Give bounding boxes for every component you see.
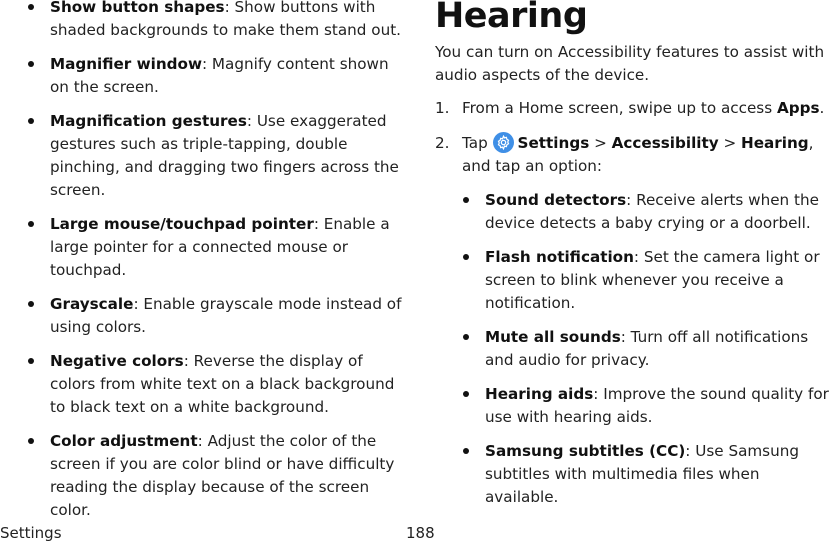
- item-desc: : Enable a large pointer for a connected mouse or touchpad.: [50, 215, 390, 279]
- settings-label: Settings: [517, 134, 590, 152]
- item-term: Large mouse/touchpad pointer: [50, 215, 314, 233]
- item-term: Sound detectors: [485, 191, 627, 209]
- footer-section: Settings: [0, 524, 62, 542]
- hearing-options-list: [435, 189, 834, 509]
- item-desc: : Receive alerts when the device detects a baby crying or a doorbell.: [485, 191, 819, 232]
- step-number: 2.: [435, 134, 450, 152]
- item-term: Magnifier window: [50, 55, 202, 73]
- step-2: [435, 132, 834, 178]
- step-text: [462, 97, 834, 120]
- page-number: 188: [406, 524, 435, 542]
- item-desc: : Enable grayscale mode instead of using colors.: [50, 295, 402, 336]
- item-term: Flash notification: [485, 248, 634, 266]
- step-end: .: [819, 99, 825, 117]
- list-item: [435, 246, 834, 315]
- item-term: Color adjustment: [50, 432, 198, 450]
- item-desc: : Use Samsung subtitles with multimedia files when available.: [485, 442, 799, 506]
- step-1: [435, 97, 834, 120]
- hearing-label: Hearing: [741, 134, 809, 152]
- right-column: [435, 189, 834, 520]
- list-item: [0, 0, 410, 42]
- item-term: Negative colors: [50, 352, 184, 370]
- settings-gear-icon: [493, 132, 514, 153]
- step-instruction: From a Home screen, swipe up to access: [462, 99, 777, 117]
- step-text: [462, 132, 834, 178]
- item-term: Show button shapes: [50, 0, 225, 16]
- path-separator: >: [589, 134, 612, 152]
- item-desc: : Adjust the color of the screen if you are color blind or have difficulty reading the display because of the screen color.: [50, 432, 395, 519]
- list-item: [0, 53, 410, 99]
- item-term: Hearing aids: [485, 385, 594, 403]
- left-column: [0, 0, 410, 533]
- apps-label: Apps: [776, 99, 820, 117]
- accessibility-vision-list: [0, 0, 410, 522]
- list-item: [0, 350, 410, 419]
- item-term: Grayscale: [50, 295, 134, 313]
- item-desc: : Show buttons with shaded backgrounds to make them stand out.: [50, 0, 401, 39]
- list-item: [435, 189, 834, 235]
- path-separator: >: [718, 134, 742, 152]
- step-end: , and tap an option:: [462, 134, 814, 175]
- item-desc: : Magnify content shown on the screen.: [50, 55, 389, 96]
- list-item: [435, 326, 834, 372]
- item-desc: : Set the camera light or screen to blink whenever you receive a notification.: [485, 248, 820, 312]
- item-desc: : Reverse the display of colors from white text on a black background to black text on a white background.: [50, 352, 395, 416]
- list-item: [0, 213, 410, 282]
- item-term: Mute all sounds: [485, 328, 621, 346]
- accessibility-label: Accessibility: [611, 134, 719, 152]
- step-instruction: Tap: [462, 134, 493, 152]
- section-title: Hearing: [435, 0, 588, 36]
- item-term: Samsung subtitles (CC): [485, 442, 686, 460]
- item-desc: : Use exaggerated gestures such as triple-tapping, double pinching, and dragging two fingers across the screen.: [50, 112, 399, 199]
- list-item: [0, 293, 410, 339]
- list-item: [435, 440, 834, 509]
- step-number: 1.: [435, 99, 450, 117]
- item-desc: : Improve the sound quality for use with hearing aids.: [485, 385, 829, 426]
- list-item: [0, 110, 410, 202]
- item-desc: : Turn off all notifications and audio for privacy.: [485, 328, 809, 369]
- list-item: [435, 383, 834, 429]
- section-intro: You can turn on Accessibility features to assist with audio aspects of the device.: [435, 43, 825, 84]
- item-term: Magnification gestures: [50, 112, 247, 130]
- list-item: [0, 430, 410, 522]
